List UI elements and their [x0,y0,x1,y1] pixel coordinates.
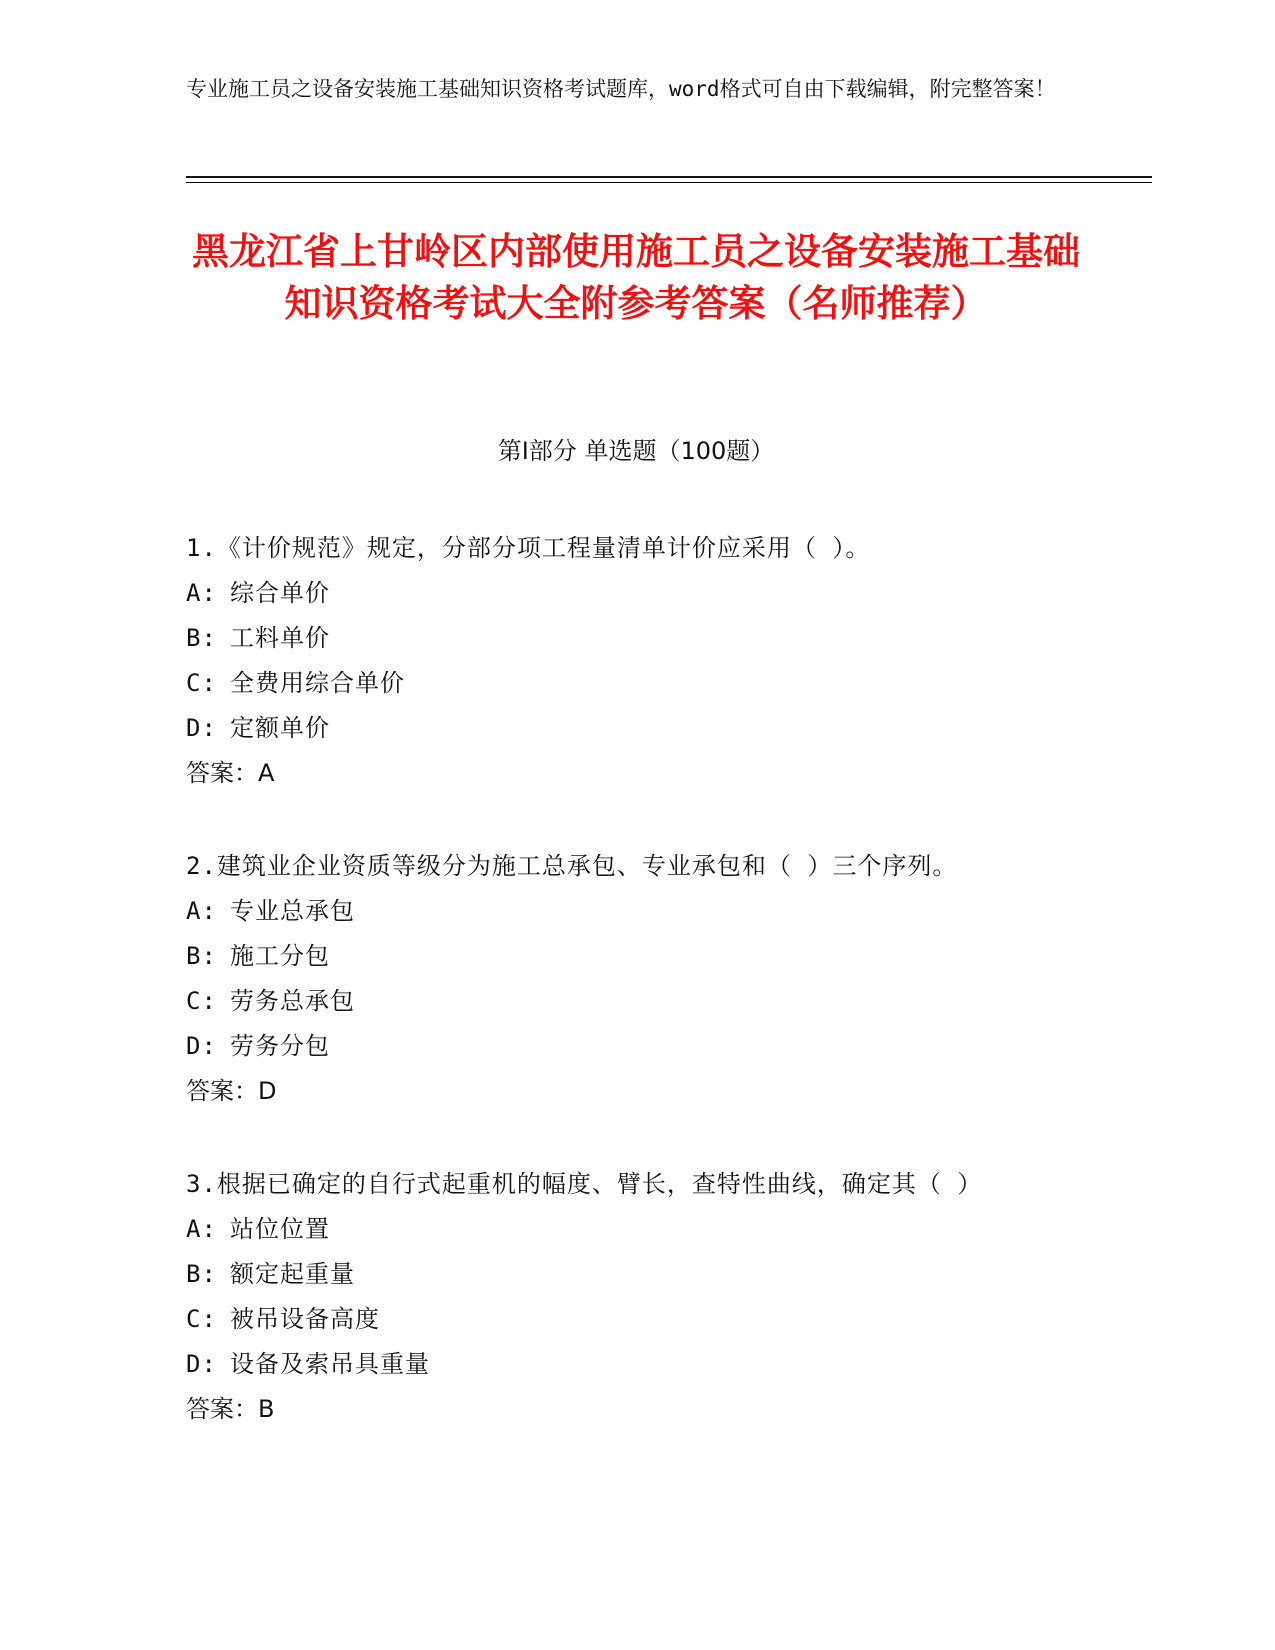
option-b [186,934,1066,979]
question-stem: 2.建筑业企业资质等级分为施工总承包、专业承包和（ ）三个序列。 [186,852,958,880]
option-a [186,571,1066,616]
option-c [186,661,1066,706]
option-text: 劳务分包 [230,1032,330,1060]
option-letter: C: [186,987,217,1015]
option-text: 被吊设备高度 [230,1305,380,1333]
option-text: 定额单价 [230,714,330,742]
answer-line: 答案：D [186,1077,277,1105]
option-text: 施工分包 [230,942,330,970]
option-a [186,889,1066,934]
option-b [186,1252,1066,1297]
option-c [186,979,1066,1024]
question-1 [186,526,1066,796]
header-rule-thin [186,182,1152,183]
question-2 [186,844,1066,1114]
option-letter: A: [186,897,217,925]
answer-line: 答案：A [186,759,275,787]
header-rule-thick [186,176,1152,178]
option-letter: C: [186,669,217,697]
option-text: 专业总承包 [230,897,355,925]
document-title: 黑龙江省上甘岭区内部使用施工员之设备安装施工基础知识资格考试大全附参考答案（名师推荐） [192,230,1080,325]
question-stem: 1.《计价规范》规定，分部分项工程量清单计价应采用（ ）。 [186,534,871,562]
option-text: 综合单价 [230,579,330,607]
answer-line: 答案：B [186,1395,275,1423]
header-note: 专业施工员之设备安装施工基础知识资格考试题库，word格式可自由下载编辑，附完整答案！ [186,77,1056,101]
option-text: 设备及索吊具重量 [230,1350,430,1378]
question-stem: 3.根据已确定的自行式起重机的幅度、臂长，查特性曲线，确定其（ ） [186,1170,983,1198]
option-letter: D: [186,1350,217,1378]
option-letter: D: [186,714,217,742]
option-d [186,706,1066,751]
option-text: 工料单价 [230,624,330,652]
option-letter: C: [186,1305,217,1333]
section-title: 第Ⅰ部分 单选题（100题） [497,437,775,465]
option-d [186,1342,1066,1387]
option-d [186,1024,1066,1069]
option-text: 劳务总承包 [230,987,355,1015]
option-text: 额定起重量 [230,1260,355,1288]
option-letter: A: [186,1215,217,1243]
option-text: 全费用综合单价 [230,669,405,697]
option-letter: B: [186,624,217,652]
option-letter: D: [186,1032,217,1060]
option-text: 站位位置 [230,1215,330,1243]
option-letter: B: [186,1260,217,1288]
option-a [186,1207,1066,1252]
option-letter: B: [186,942,217,970]
option-letter: A: [186,579,217,607]
option-c [186,1297,1066,1342]
question-3 [186,1162,1066,1432]
option-b [186,616,1066,661]
